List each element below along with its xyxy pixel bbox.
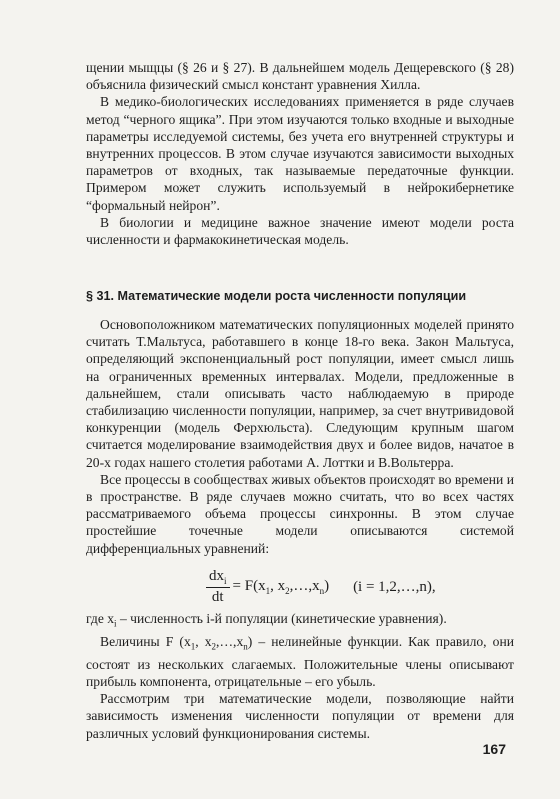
equation-fraction <box>206 568 230 606</box>
paragraph-three-models: Рассмотрим три математические модели, позволяющие найти зависимость изменения численности популяции от времени для различных условий функционирования системы. <box>86 691 514 741</box>
paragraph-hill-continuation: щении мыщцы (§ 26 и § 27). В дальнейшем модель Дещеревского (§ 28) объяснила физический смысл констант уравнения Хилла. <box>86 60 514 93</box>
top-text-block <box>86 59 514 248</box>
section-text-block <box>86 316 514 557</box>
paragraph-nonlinear-functions: Величины F ($x_1$, $x_2,\dots,x_n$) – нелинейные функции. Как правило, они состоят из нескольких слагаемых. Положительные члены описывают прибыль компонента, отрицательные – его убыль. <box>86 633 515 690</box>
equation-denominator: dt <box>211 589 224 605</box>
paragraph-where-xi: где $x_i$ – численность i-й популяции (кинетические уравнения). <box>86 611 447 629</box>
paragraph-processes: Все процессы в сообществах живых объектов происходят во времени и в пространстве. В ряде случаев можно считать, что во всех частях рассматриваемого объема процессы синхронны. В этом случае простейшие точечные модели описываются системой дифференциальных уравнений: <box>86 471 514 556</box>
paragraph-growth-models: В биологии и медицине важное значение имеют модели роста численности и фармакокинетическая модель. <box>86 214 514 248</box>
equation-rhs: = $F(x_1$, $x_2,\dots,x_n$) <box>232 578 330 596</box>
paragraph-malthus: Основоположником математических популяционных моделей принято считать Т.Мальтуса, работавшего в конце 18-го века. Закон Мальтуса, определяющий экспоненциальный рост популяции, имеет смысл лишь на ограниченных временных интервалах. Модели, предложенные в дальнейшем, стали описывать часто наблюдаемую в природе стабилизацию численности популяции, например, за счет внутривидовой конкуренции (модель Ферхюльста). Следующим крупным шагом считается моделирование взаимодействия двух и более видов, начатое в 20-х годах нашего столетия работами А. Лоттки и В.Вольтерра. <box>86 317 514 470</box>
equation-numerator: $dx_i$ <box>206 568 230 588</box>
equation-condition: (i = 1,2,…,n), <box>353 578 436 595</box>
section-heading: § 31. Математические модели роста численности популяции <box>86 289 467 303</box>
page-number: 167 <box>482 741 506 757</box>
bottom-text-block <box>86 610 514 742</box>
differential-equation <box>206 568 436 606</box>
paragraph-black-box: В медико-биологических исследованиях применяется в ряде случаев метод “черного ящика”. При этом изучаются только входные и выходные параметры исследуемой системы, без учета его внутренней структуры и внутренних процессов. В этом случае изучаются зависимости выходных параметров от входных, так называемые передаточные функции. Примером может служить используемый в нейрокибернетике “формальный нейрон”. <box>86 94 514 213</box>
